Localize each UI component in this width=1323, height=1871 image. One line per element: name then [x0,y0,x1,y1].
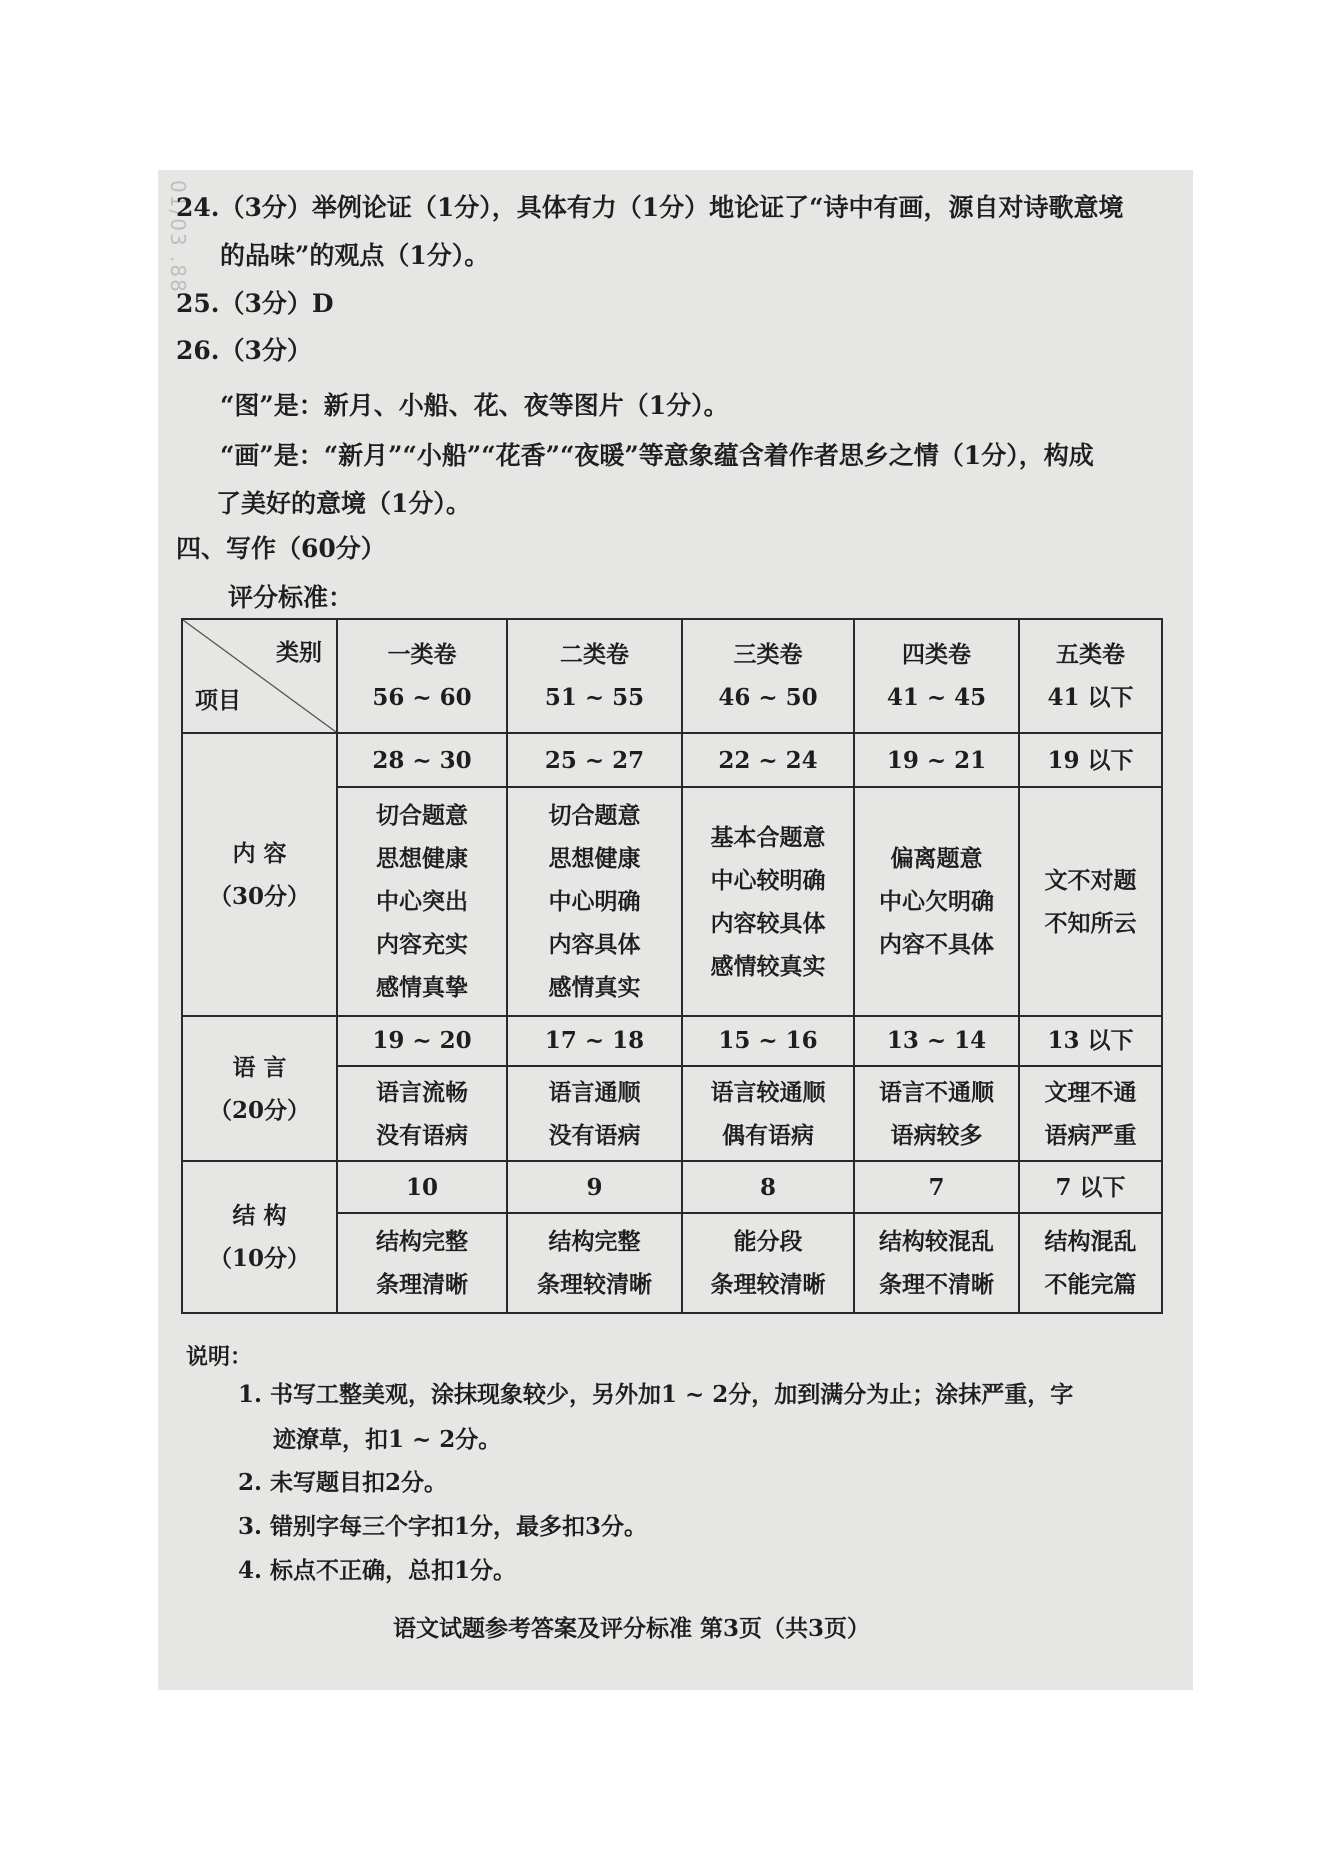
structure-desc-1: 结构完整 条理清晰 [337,1213,507,1313]
language-desc-1: 语言流畅 没有语病 [337,1066,507,1162]
note-3: 3. 错别字每三个字扣1分，最多扣3分。 [238,1513,648,1540]
watermark: 01/03 .88 [166,180,190,294]
answer-26: 26.（3分） [176,336,312,365]
language-desc-3: 语言较通顺 偶有语病 [682,1066,854,1162]
structure-score-row [182,1161,1162,1213]
notes-title: 说明： [186,1344,253,1370]
language-row-header: 语 言 （20分） [182,1016,337,1161]
language-score-4: 13 ~ 14 [854,1016,1019,1066]
language-desc-4: 语言不通顺 语病较多 [854,1066,1019,1162]
content-score-4: 19 ~ 21 [854,733,1019,787]
structure-desc-4: 结构较混乱 条理不清晰 [854,1213,1019,1313]
note-1-line1: 1. 书写工整美观，涂抹现象较少，另外加1 ~ 2分，加到满分为止；涂抹严重，字 [238,1381,1074,1408]
language-score-1: 19 ~ 20 [337,1016,507,1066]
grade-header-3: 三类卷 46 ~ 50 [682,619,854,733]
content-score-3: 22 ~ 24 [682,733,854,787]
answer-25: 25.（3分）D [176,289,334,318]
answer-24-line1: 24.（3分）举例论证（1分），具体有力（1分）地论证了“诗中有画，源自对诗歌意境 [176,193,1124,222]
structure-desc-3: 能分段 条理较清晰 [682,1213,854,1313]
content-desc-4: 偏离题意 中心欠明确 内容不具体 [854,787,1019,1016]
section-4-title: 四、写作（60分） [176,534,386,563]
grade-header-4: 四类卷 41 ~ 45 [854,619,1019,733]
corner-category-label: 类别 [276,639,322,666]
answer-26-tu: “图”是：新月、小船、花、夜等图片（1分）。 [220,391,729,420]
structure-score-5: 7 以下 [1019,1161,1162,1213]
page-footer: 语文试题参考答案及评分标准 第3页（共3页） [393,1615,871,1642]
language-score-2: 17 ~ 18 [507,1016,682,1066]
scoring-rubric-table [181,618,1163,1314]
structure-desc-5: 结构混乱 不能完篇 [1019,1213,1162,1313]
grade-header-5: 五类卷 41 以下 [1019,619,1162,733]
language-desc-2: 语言通顺 没有语病 [507,1066,682,1162]
answer-26-hua-line1: “画”是：“新月”“小船”“花香”“夜暖”等意象蕴含着作者思乡之情（1分），构成 [220,441,1094,470]
content-desc-5: 文不对题 不知所云 [1019,787,1162,1016]
content-score-1: 28 ~ 30 [337,733,507,787]
structure-score-1: 10 [337,1161,507,1213]
grade-header-2: 二类卷 51 ~ 55 [507,619,682,733]
content-score-2: 25 ~ 27 [507,733,682,787]
structure-row-header: 结 构 （10分） [182,1161,337,1313]
content-desc-3: 基本合题意 中心较明确 内容较具体 感情较真实 [682,787,854,1016]
answer-24-line2: 的品味”的观点（1分）。 [220,241,490,270]
rubric-corner-cell [182,619,337,733]
language-desc-5: 文理不通 语病严重 [1019,1066,1162,1162]
content-desc-1: 切合题意 思想健康 中心突出 内容充实 感情真挚 [337,787,507,1016]
content-score-row [182,733,1162,787]
scanned-page [158,170,1193,1690]
note-2: 2. 未写题目扣2分。 [238,1469,448,1496]
language-score-3: 15 ~ 16 [682,1016,854,1066]
structure-desc-2: 结构完整 条理较清晰 [507,1213,682,1313]
note-4: 4. 标点不正确，总扣1分。 [238,1557,517,1584]
answer-26-hua-line2: 了美好的意境（1分）。 [216,489,471,518]
corner-item-label: 项目 [195,687,241,715]
structure-score-4: 7 [854,1161,1019,1213]
structure-score-3: 8 [682,1161,854,1213]
structure-score-2: 9 [507,1161,682,1213]
content-score-5: 19 以下 [1019,733,1162,787]
criteria-label: 评分标准： [228,583,354,612]
language-score-5: 13 以下 [1019,1016,1162,1066]
language-score-row [182,1016,1162,1066]
content-row-header: 内 容 （30分） [182,733,337,1016]
grade-header-1: 一类卷 56 ~ 60 [337,619,507,733]
note-1-line2: 迹潦草，扣1 ~ 2分。 [273,1426,502,1453]
content-desc-2: 切合题意 思想健康 中心明确 内容具体 感情真实 [507,787,682,1016]
rubric-header-row [182,619,1162,733]
